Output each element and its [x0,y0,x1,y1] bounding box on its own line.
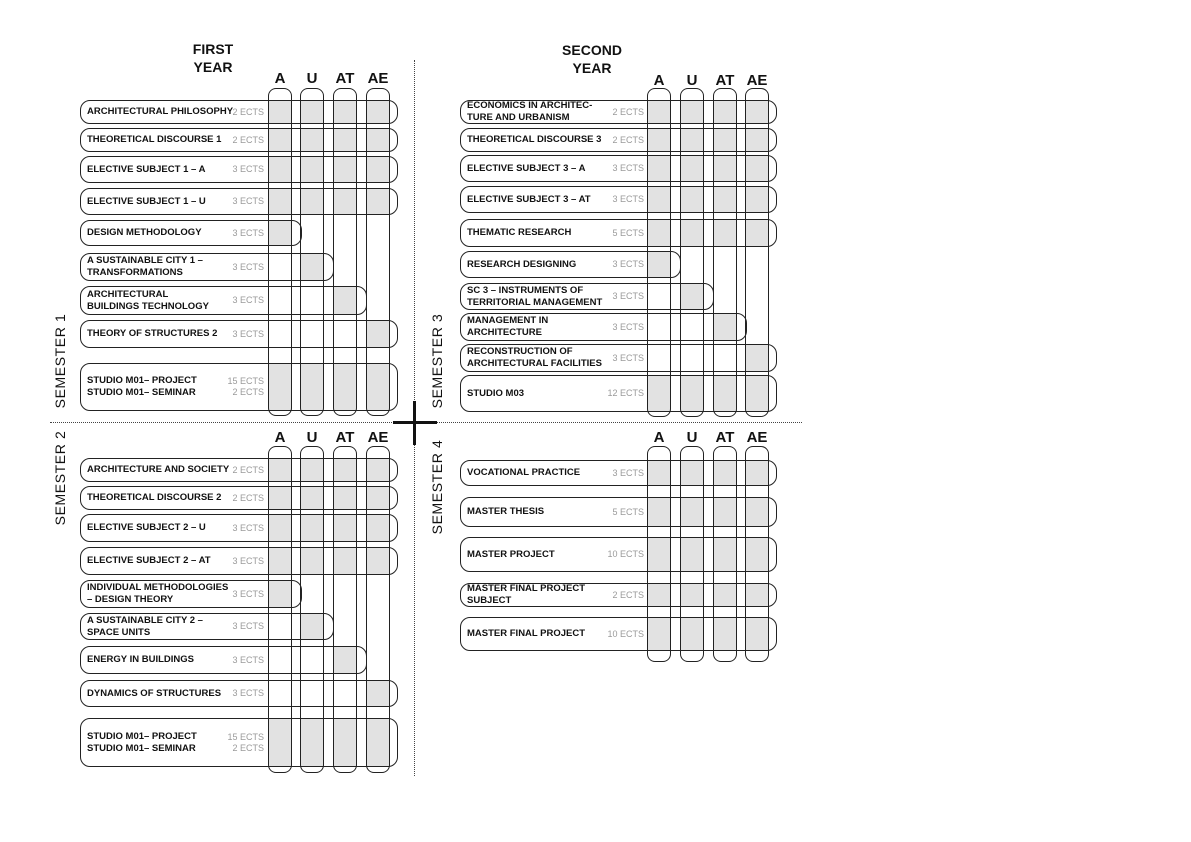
ects-value [232,196,264,207]
subject-name [87,464,229,476]
subject-name-line: ARCHITECTURAL PHILOSOPHY [87,106,234,117]
ects-line: 3 ECTS [232,164,264,174]
subject-name-line: ARCHITECTURAL FACILITIES [467,358,602,369]
ects-value [607,629,644,640]
column-header-ae: AE [746,429,768,446]
first-year-heading [158,40,268,76]
subject-name [467,583,585,607]
column-header-u: U [306,429,318,446]
subject-name-line: THEORETICAL DISCOURSE 3 [467,134,602,145]
year-heading-line: FIRST [192,41,234,57]
subject-name-line: ELECTIVE SUBJECT 1 – A [87,163,206,175]
ects-value [612,291,644,302]
ects-value [612,353,644,364]
ects-line: 15 ECTS [227,376,264,386]
column-outline-u [300,446,324,773]
ects-line: 2 ECTS [612,106,644,117]
subject-name-line: RESEARCH DESIGNING [467,258,577,270]
subject-name [87,522,206,534]
subject-name-line: TRANSFORMATIONS [87,267,183,278]
ects-value [232,329,264,340]
subject-name [87,615,203,639]
subject-name-line: STUDIO M01– PROJECT [87,730,197,742]
ects-value [612,322,644,333]
subject-name-line: TERRITORIAL MANAGEMENT [467,296,603,308]
ects-line: 3 ECTS [612,291,644,301]
column-outline-ae [366,446,390,773]
ects-value [612,163,644,174]
ects-line: 3 ECTS [232,196,264,206]
ects-line: 10 ECTS [607,628,644,639]
ects-line: 3 ECTS [612,467,644,478]
ects-value [232,228,264,239]
column-outline-a [647,446,671,662]
column-header-at: AT [335,429,355,446]
subject-name [87,289,209,313]
ects-value [227,376,264,398]
subject-name-line: MASTER THESIS [467,506,545,517]
ects-line: 15 ECTS [227,731,264,742]
subject-name-line: ARCHITECTURAL [87,288,169,300]
ects-line: 2 ECTS [612,589,644,600]
subject-name-line: ENERGY IN BUILDINGS [87,654,194,665]
ects-line: 3 ECTS [232,654,264,665]
subject-name-line: ELECTIVE SUBJECT 2 – U [87,522,206,533]
column-outline-at [713,88,737,417]
ects-line: 2 ECTS [232,464,264,475]
subject-name-line: ELECTIVE SUBJECT 2 – AT [87,555,211,566]
column-header-a: A [274,429,286,446]
column-outline-a [268,446,292,773]
ects-line: 3 ECTS [232,588,264,599]
subject-name-line: STUDIO M01– SEMINAR [87,387,196,398]
subject-name-line: ELECTIVE SUBJECT 3 – A [467,162,586,174]
subject-name-line: VOCATIONAL PRACTICE [467,467,581,478]
column-header-u: U [686,72,698,89]
ects-value [232,295,264,306]
subject-name [467,388,524,400]
ects-value [232,493,264,504]
column-outline-a [647,88,671,417]
ects-line: 2 ECTS [232,134,264,145]
ects-value [612,259,644,270]
ects-value [232,164,264,175]
ects-line: 12 ECTS [607,388,644,398]
subject-name-line: THEORETICAL DISCOURSE 2 [87,492,222,503]
ects-line: 3 ECTS [612,352,644,363]
column-header-a: A [274,70,286,87]
subject-name [87,134,221,146]
ects-value [232,589,264,600]
ects-line: 3 ECTS [612,259,644,269]
ects-line: 3 ECTS [612,163,644,173]
subject-name-line: BUILDINGS TECHNOLOGY [87,300,209,312]
ects-line: 2 ECTS [232,492,264,503]
ects-value [612,194,644,205]
ects-value [232,465,264,476]
subject-name [87,492,221,504]
ects-line: 3 ECTS [232,688,264,698]
column-header-at: AT [715,429,735,446]
subject-name [467,549,555,561]
subject-name [87,328,217,340]
ects-value [232,621,264,632]
ects-value [232,688,264,699]
subject-name-line: RECONSTRUCTION OF [467,346,573,357]
ects-line: 10 ECTS [607,549,644,559]
column-outline-at [333,88,357,416]
subject-name [467,134,601,146]
ects-line: 3 ECTS [232,261,264,272]
subject-name [87,255,203,279]
subject-name [87,375,197,399]
subject-name-line: DESIGN METHODOLOGY [87,227,202,238]
ects-value [232,135,264,146]
subject-name [467,315,548,339]
ects-line: 2 ECTS [612,134,644,145]
ects-value [612,507,644,518]
column-outline-at [713,446,737,662]
subject-name [87,196,206,208]
subject-name-line: STUDIO M01– PROJECT [87,375,197,386]
ects-value [612,590,644,601]
subject-name [467,227,571,239]
ects-line: 2 ECTS [232,106,264,117]
column-outline-a [268,88,292,416]
subject-name-line: THEORETICAL DISCOURSE 1 [87,134,222,145]
subject-name-line: ELECTIVE SUBJECT 1 – U [87,195,206,207]
ects-value [232,556,264,567]
subject-name [87,227,202,239]
subject-name-line: A SUSTAINABLE CITY 2 – [87,614,203,626]
column-outline-u [300,88,324,416]
semester-2-label: SEMESTER 2 [52,430,68,526]
subject-name-line: SUBJECT [467,595,512,606]
subject-name [467,100,592,124]
ects-line: 3 ECTS [232,328,264,339]
ects-value [227,732,264,754]
ects-line: 3 ECTS [232,621,264,631]
subject-name-line: MASTER FINAL PROJECT [467,628,586,639]
column-header-at: AT [335,70,355,87]
column-header-u: U [686,429,698,446]
semester-1-label: SEMESTER 1 [52,313,68,409]
column-outline-u [680,446,704,662]
ects-line: 3 ECTS [232,522,264,533]
ects-line: 5 ECTS [612,227,644,238]
ects-value [232,655,264,666]
column-header-u: U [306,70,318,87]
subject-name [467,194,591,206]
ects-line: 2 ECTS [232,742,264,753]
subject-name-line: MASTER PROJECT [467,548,555,560]
ects-value [232,107,264,118]
subject-name-line: STUDIO M03 [467,387,525,399]
subject-name-line: MANAGEMENT IN [467,315,549,326]
subject-name-line: DYNAMICS OF STRUCTURES [87,687,222,699]
subject-name-line: A SUSTAINABLE CITY 1 – [87,255,203,266]
cross-vertical [413,401,416,445]
column-outline-u [680,88,704,417]
column-header-a: A [653,72,665,89]
column-header-ae: AE [367,429,389,446]
year-heading-line: SECOND [562,42,622,58]
year-heading-line: YEAR [572,60,612,76]
ects-line: 5 ECTS [612,506,644,517]
ects-value [612,107,644,118]
ects-line: 2 ECTS [232,387,264,397]
ects-line: 3 ECTS [232,295,264,305]
ects-line: 3 ECTS [612,194,644,204]
subject-name-line: THEORY OF STRUCTURES 2 [87,328,218,339]
subject-name-line: INDIVIDUAL METHODOLOGIES [87,582,229,593]
subject-name [87,164,205,176]
ects-line: 3 ECTS [232,555,264,566]
subject-name-line: STUDIO M01– SEMINAR [87,742,196,754]
column-outline-ae [745,88,769,417]
year-heading-line: YEAR [193,59,233,75]
ects-value [607,549,644,560]
subject-name [87,688,221,700]
subject-name-line: ELECTIVE SUBJECT 3 – AT [467,193,591,205]
subject-name-line: ARCHITECTURE AND SOCIETY [87,464,230,475]
column-outline-ae [745,446,769,662]
column-header-ae: AE [367,70,389,87]
subject-name-line: TURE AND URBANISM [467,112,570,123]
second-year-heading [537,41,647,77]
semester-4-label: SEMESTER 4 [429,439,445,535]
subject-name-line: SPACE UNITS [87,626,151,638]
ects-value [232,523,264,534]
subject-name [467,346,602,370]
subject-name-line: ECONOMICS IN ARCHITEC- [467,100,593,111]
ects-value [607,388,644,399]
column-header-at: AT [715,72,735,89]
subject-name [467,467,580,479]
ects-line: 3 ECTS [612,321,644,332]
subject-name [87,106,233,118]
subject-name [467,163,585,175]
subject-name [467,506,544,518]
column-outline-at [333,446,357,773]
subject-name [87,582,228,606]
subject-name-line: MASTER FINAL PROJECT [467,583,586,594]
subject-name [467,285,602,309]
ects-value [612,468,644,479]
subject-name [87,654,194,666]
ects-value [612,135,644,146]
semester-3-label: SEMESTER 3 [429,313,445,409]
subject-name [87,731,197,755]
subject-name-line: THEMATIC RESEARCH [467,227,572,238]
column-header-a: A [653,429,665,446]
column-outline-ae [366,88,390,416]
column-header-ae: AE [746,72,768,89]
ects-value [232,262,264,273]
subject-name [87,555,211,567]
subject-name [467,259,576,271]
ects-line: 3 ECTS [232,227,264,238]
subject-name-line: SC 3 – INSTRUMENTS OF [467,284,584,296]
subject-name-line: – DESIGN THEORY [87,594,174,605]
ects-value [612,228,644,239]
subject-name-line: ARCHITECTURE [467,327,542,338]
subject-name [467,628,585,640]
